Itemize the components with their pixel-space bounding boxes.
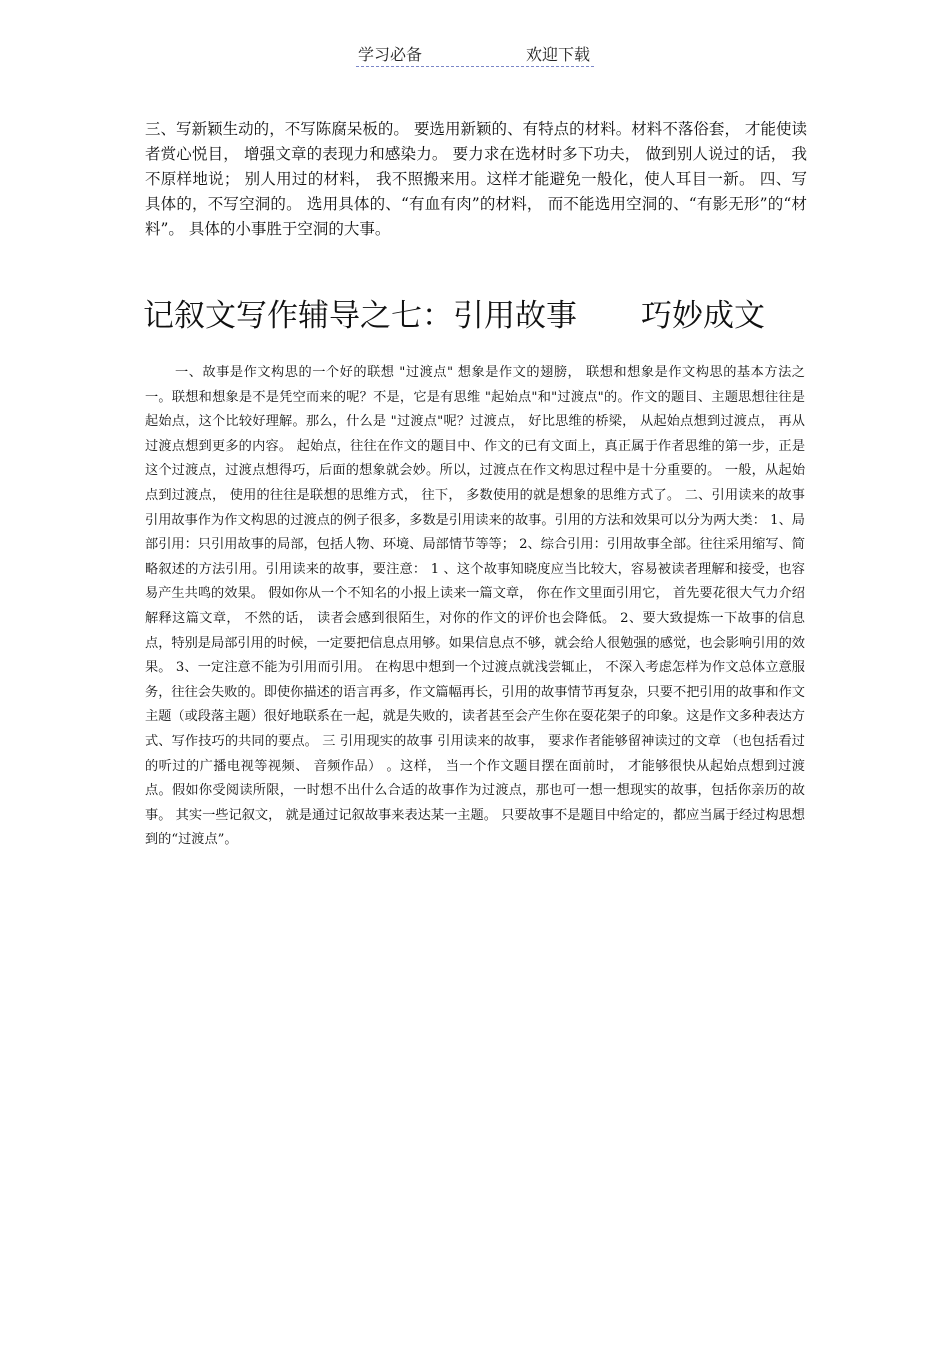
header-left-text: 学习必备 — [358, 45, 423, 64]
article-body: 一、故事是作文构思的一个好的联想 "过渡点" 想象是作文的翅膀， 联想和想象是作文构思的基本方法之一。联想和想象是不是凭空而来的呢？不是，它是有思维 "起始点"和"过渡点"的。作文的题目、主题思想往往是起始点，这个比较好理解。那么，什么是 "过渡点"呢？过渡点， 好比思维的桥梁， 从起始点想到过渡点， 再从过渡点想到更多的内容。 起始点，往往在作文的题目中、作文的已有文面上，真正属于作者思维的第一步，正是这个过渡点，过渡点想得巧，后面的想象就会妙。所以，过渡点在作文构思过程中是十分重要的。 一般，从起始点到过渡点， 使用的往往是联想的思维方式， 往下， 多数使用的就是想象的思维方式了。 二、引用读来的故事 引用故事作为作文构思的过渡点的例子很多，多数是引用读来的故事。引用的方法和效果可以分为两大类： 1、局部引用：只引用故事的局部，包括人物、环境、局部情节等等； 2、综合引用：引用故事全部。往往采用缩写、简略叙述的方法引用。引用读来的故事，要注意： 1 、这个故事知晓度应当比较大，容易被读者理解和接受，也容易产生共鸣的效果。 假如你从一个不知名的小报上读来一篇文章， 你在作文里面引用它， 首先要花很大气力介绍解释这篇文章， 不然的话， 读者会感到很陌生，对你的作文的评价也会降低。 2、要大致提炼一下故事的信息点，特别是局部引用的时候，一定要把信息点用够。如果信息点不够，就会给人很勉强的感觉，也会影响引用的效果。 3、一定注意不能为引用而引用。 在构思中想到一个过渡点就浅尝辄止， 不深入考虑怎样为作文总体立意服务，往往会失败的。即使你描述的语言再多，作文篇幅再长，引用的故事情节再复杂，只要不把引用的故事和作文主题（或段落主题）很好地联系在一起，就是失败的，读者甚至会产生你在耍花架子的印象。这是作文多种表达方式、写作技巧的共同的要点。 三 引用现实的故事 引用读来的故事， 要求作者能够留神读过的文章 （也包括看过的听过的广播电视等视频、 音频作品） 。这样， 当一个作文题目摆在面前时， 才能够很快从起始点想到过渡点。假如你受阅读所限，一时想不出什么合适的故事作为过渡点，那也可一想一想现实的故事，包括你亲历的故事。 其实一些记叙文， 就是通过记叙故事来表达某一主题。 只要故事不是题目中给定的，都应当属于经过构思想到的“过渡点”。 — [145, 365, 805, 848]
article-title-main: 记叙文写作辅导之七：引用故事 — [143, 298, 577, 334]
page-header — [356, 40, 594, 67]
header-right-text: 欢迎下载 — [525, 45, 590, 64]
article-title-sub: 巧妙成文 — [641, 298, 765, 334]
intro-paragraph: 三、写新颖生动的，不写陈腐呆板的。 要选用新颖的、有特点的材料。材料不落俗套， 才能使读者赏心悦目， 增强文章的表现力和感染力。 要力求在选材时多下功夫， 做到别人说过的话， 我不原样地说； 别人用过的材料， 我不照搬来用。这样才能避免一般化，使人耳目一新。 四、写具体的，不写空洞的。 选用具体的、“有血有肉”的材料， 而不能选用空洞的、“有影无形”的“材料”。 具体的小事胜于空洞的大事。 — [145, 120, 807, 238]
article-title — [143, 294, 843, 338]
